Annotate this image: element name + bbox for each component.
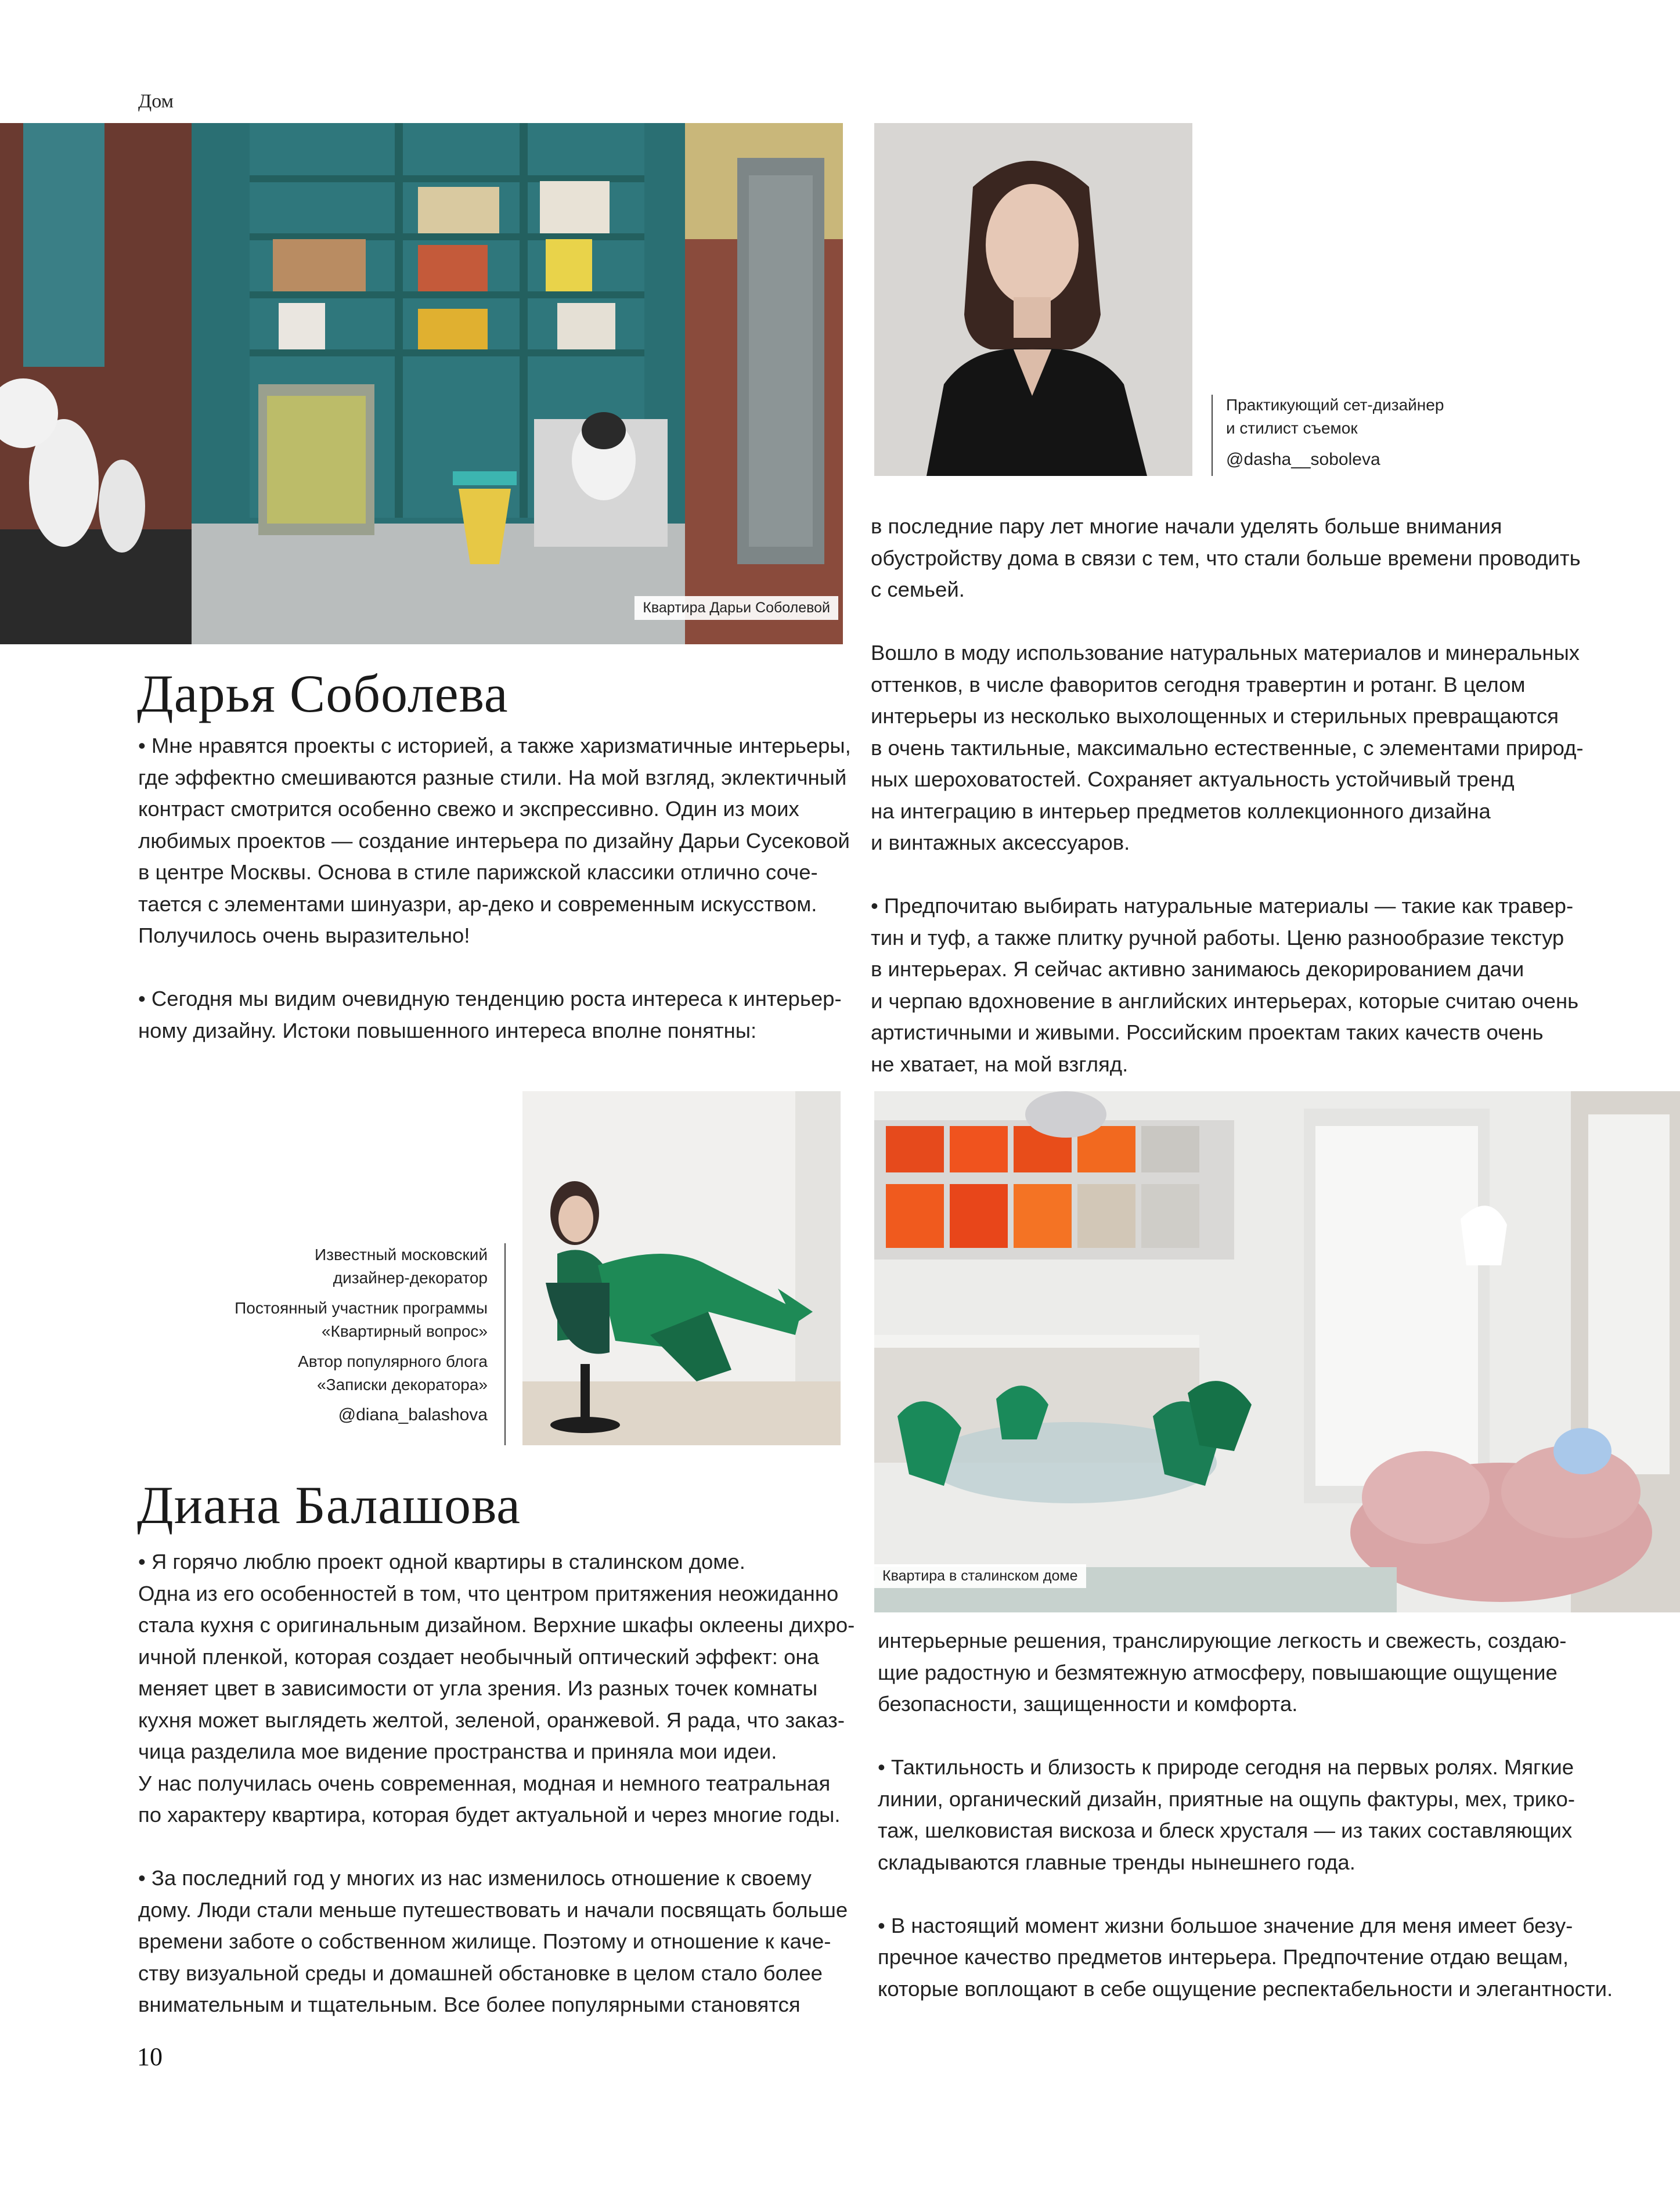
text-line: интерьеры из несколько выхолощенных и стерильных превращаются (871, 704, 1559, 728)
text-line: ству визуальной среды и домашней обстановке в целом стало более (138, 1961, 823, 1985)
bio-line: «Квартирный вопрос» (321, 1322, 488, 1340)
text-line: линии, органический дизайн, приятные на ощупь фактуры, мех, трико- (878, 1787, 1575, 1811)
text-line: на интеграцию в интерьер предметов коллекционного дизайна (871, 799, 1491, 823)
text-line: времени заботе о собственном жилище. Поэтому и отношение к каче- (138, 1929, 831, 1953)
text-line: складываются главные тренды нынешнего года. (878, 1850, 1355, 1874)
text-line: не хватает, на мой взгляд. (871, 1052, 1129, 1076)
text-line: Вошло в моду использование натуральных материалов и минеральных (871, 641, 1580, 665)
text-line: безопасности, защищенности и комфорта. (878, 1692, 1298, 1716)
page-number: 10 (137, 2043, 163, 2071)
text-line: интерьерные решения, транслирующие легкость и свежесть, создаю- (878, 1629, 1567, 1652)
text-line: тается с элементами шинуазри, ар-деко и современным искусством. (138, 892, 817, 916)
text-line: чица разделила мое видение пространства и приняла мои идеи. (138, 1740, 777, 1763)
text-line: пречное качество предметов интерьера. Предпочтение отдаю вещам, (878, 1945, 1569, 1969)
text-line: в центре Москвы. Основа в стиле парижской классики отлично соче- (138, 860, 818, 884)
text-line: ичной пленкой, которая создает необычный оптический эффект: она (138, 1644, 819, 1669)
text-line: • Предпочитаю выбирать натуральные материалы — такие как травер- (871, 894, 1574, 918)
text-line: где эффектно смешиваются разные стили. На мой взгляд, эклектичный (138, 765, 847, 789)
photo-balash-apartment (874, 1091, 1680, 1612)
text-balash-left (138, 1546, 855, 2021)
bio-line: «Записки декоратора» (317, 1376, 488, 1394)
text-line: • Мне нравятся проекты с историей, а также харизматичные интерьеры, (138, 734, 851, 757)
text-line: • За последний год у многих из нас изменилось отношение к своему (138, 1866, 812, 1890)
text-line: • Сегодня мы видим очевидную тенденцию роста интереса к интерьер- (138, 987, 842, 1011)
photo-sobol-apartment (0, 123, 843, 644)
photo-balash-portrait (522, 1091, 841, 1445)
bio-line: Автор популярного блога (298, 1352, 488, 1370)
text-line: и винтажных аксессуаров. (871, 831, 1130, 854)
bio-line: Практикующий сет-дизайнер (1226, 396, 1444, 414)
heading-balash: Диана Балашова (137, 1475, 521, 1535)
text-sobol-left (138, 730, 851, 1047)
text-line: артистичными и живыми. Российским проектам таких качеств очень (871, 1020, 1544, 1044)
text-line: в очень тактильные, максимально естественные, с элементами природ- (871, 735, 1584, 760)
text-line: тин и туф, а также плитку ручной работы. Ценю разнообразие текстур (871, 925, 1564, 950)
text-line: которые воплощают в себе ощущение респектабельности и элегантности. (878, 1976, 1613, 2001)
text-line: ному дизайну. Истоки повышенного интереса вполне понятны: (138, 1018, 757, 1042)
text-sobol-right (871, 511, 1584, 1080)
text-line: с семьей. (871, 578, 965, 601)
text-balash-right (878, 1625, 1613, 2005)
photo-caption-balash: Квартира в сталинском доме (874, 1564, 1086, 1588)
text-line: таж, шелковистая вискоза и блеск хрусталя — из таких составляющих (878, 1818, 1573, 1842)
text-line: меняет цвет в зависимости от угла зрения. Из разных точек комнаты (138, 1676, 818, 1700)
bio-line: Известный московский (315, 1246, 488, 1264)
text-line: любимых проектов — создание интерьера по дизайну Дарьи Сусековой (138, 828, 850, 853)
text-line: в последние пару лет многие начали уделять больше внимания (871, 514, 1502, 538)
photo-sobol-portrait (874, 123, 1192, 476)
text-line: дому. Люди стали меньше путешествовать и начали посвящать больше (138, 1897, 848, 1922)
bio-balash (174, 1243, 488, 1427)
bio-divider-balash (504, 1243, 506, 1445)
text-line: • Тактильность и близость к природе сегодня на первых ролях. Мягкие (878, 1755, 1574, 1779)
text-line: и черпаю вдохновение в английских интерьерах, которые считаю очень (871, 988, 1579, 1013)
bio-divider-sobol (1212, 395, 1213, 476)
text-line: кухня может выглядеть желтой, зеленой, оранжевой. Я рада, что заказ- (138, 1708, 845, 1732)
text-line: по характеру квартира, которая будет актуальной и через многие годы. (138, 1803, 841, 1827)
text-line: ных шероховатостей. Сохраняет актуальность устойчивый тренд (871, 767, 1515, 791)
text-line: обустройству дома в связи с тем, что стали больше времени проводить (871, 546, 1581, 570)
bio-sobol (1226, 394, 1444, 471)
text-line: внимательным и тщательным. Все более популярными становятся (138, 1993, 801, 2016)
text-line: в интерьерах. Я сейчас активно занимаюсь декорированием дачи (871, 957, 1524, 981)
text-line: Получилось очень выразительно! (138, 923, 470, 947)
bio-line: дизайнер-декоратор (333, 1269, 488, 1287)
text-line: У нас получилась очень современная, модная и немного театральная (138, 1771, 831, 1795)
text-line: оттенков, в числе фаворитов сегодня травертин и ротанг. В целом (871, 672, 1526, 697)
text-line: • Я горячо люблю проект одной квартиры в сталинском доме. (138, 1550, 745, 1574)
text-line: щие радостную и безмятежную атмосферу, повышающие ощущение (878, 1660, 1558, 1684)
text-line: Одна из его особенностей в том, что центром притяжения неожиданно (138, 1581, 839, 1605)
text-line: • В настоящий момент жизни большое значение для меня имеет безу- (878, 1913, 1573, 1937)
heading-sobol: Дарья Соболева (137, 664, 509, 723)
handle-sobol[interactable]: @dasha__soboleva (1226, 450, 1380, 469)
text-line: контраст смотрится особенно свежо и экспрессивно. Один из моих (138, 797, 799, 821)
text-line: стала кухня с оригинальным дизайном. Верхние шкафы оклеены дихро- (138, 1613, 855, 1637)
photo-caption-sobol: Квартира Дарьи Соболевой (634, 596, 838, 620)
handle-balash[interactable]: @diana_balashova (338, 1405, 488, 1424)
bio-line: и стилист съемок (1226, 419, 1358, 437)
section-label: Дом (138, 91, 174, 112)
bio-line: Постоянный участник программы (235, 1299, 488, 1317)
